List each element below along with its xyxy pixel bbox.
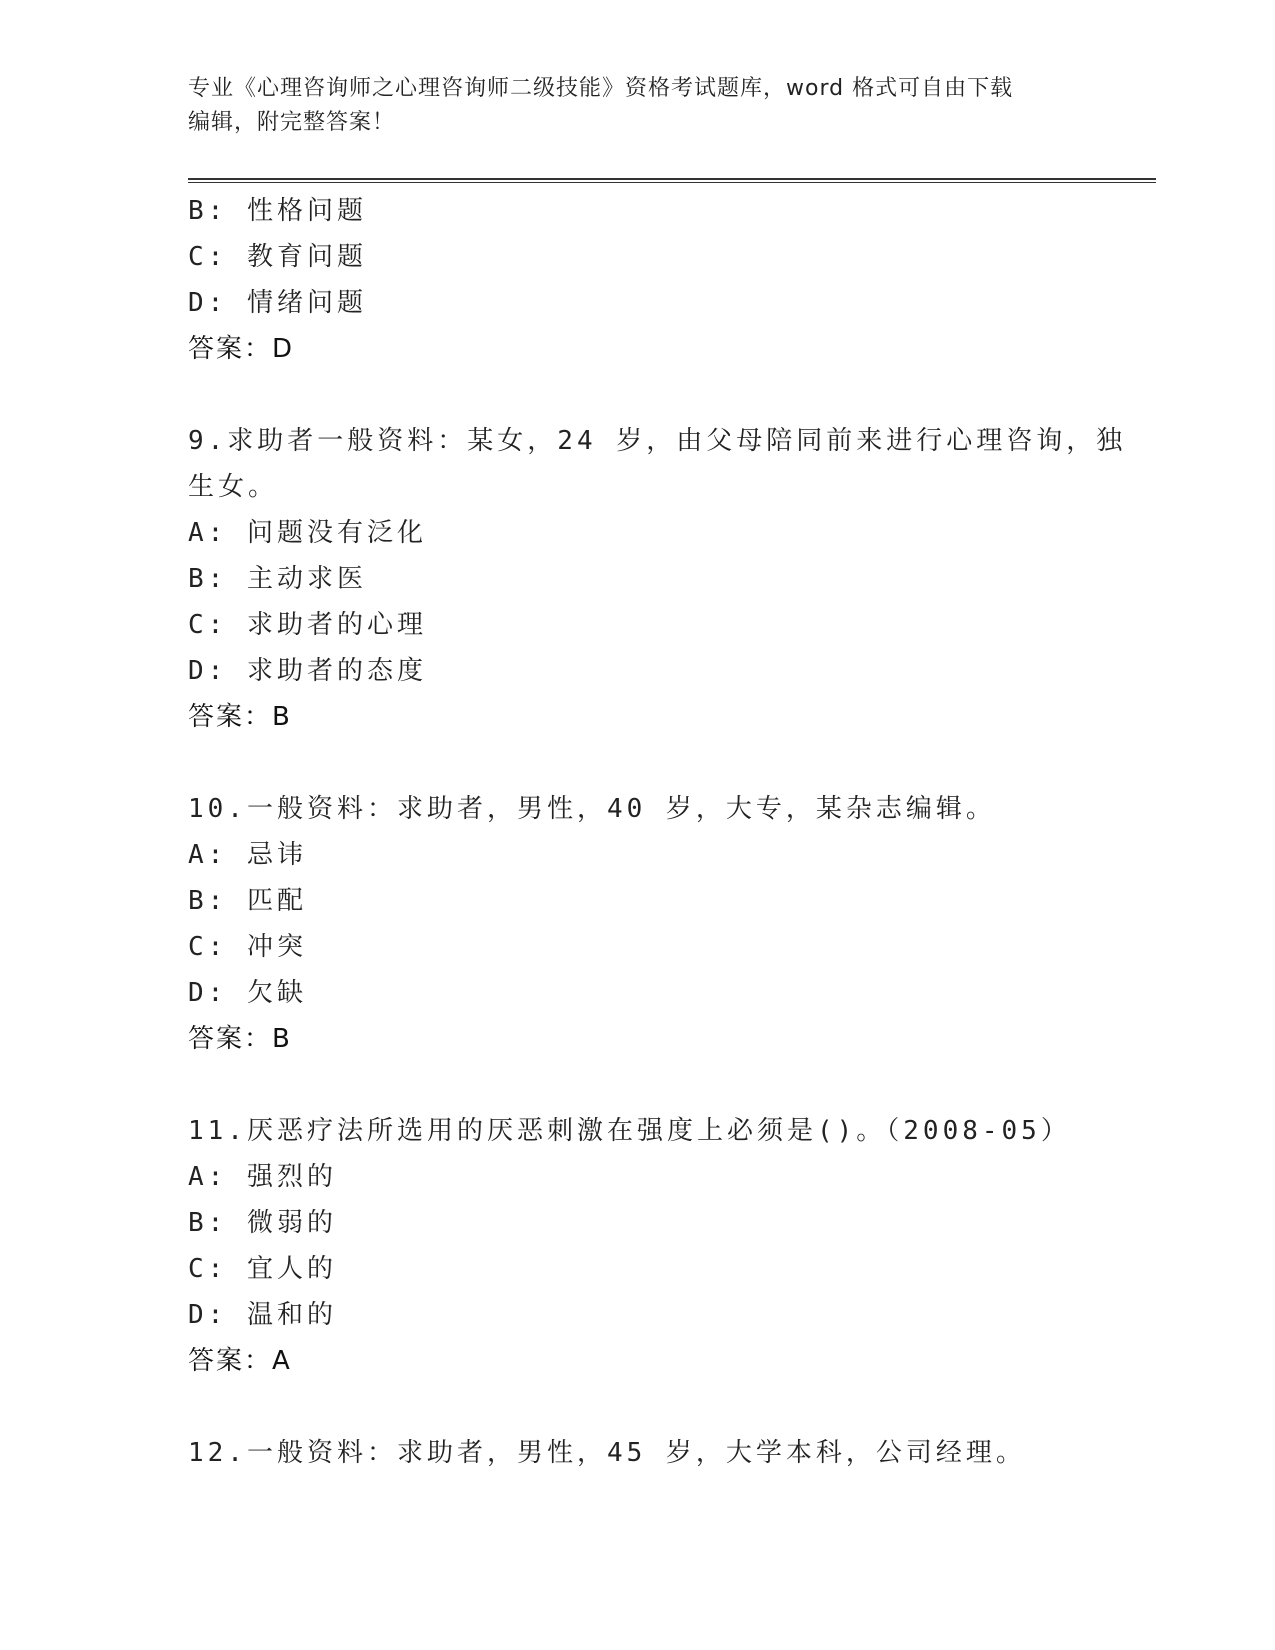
header-divider	[188, 178, 1156, 183]
question-text: 12.一般资料：求助者，男性，45 岁，大学本科，公司经理。	[188, 1438, 1026, 1468]
answer: 答案：D	[188, 334, 295, 364]
question-9	[188, 418, 1127, 740]
question-list	[188, 188, 1127, 1476]
question-text-line-1: 9.求助者一般资料：某女，24 岁，由父母陪同前来进行心理咨询，独	[188, 426, 1127, 456]
option-c: C: 教育问题	[188, 242, 367, 272]
question-12	[188, 1430, 1088, 1476]
question-text: 11.厌恶疗法所选用的厌恶刺激在强度上必须是()。（2008-05）	[188, 1116, 1071, 1146]
option-c: C: 冲突	[188, 932, 307, 962]
option-d: D: 温和的	[188, 1300, 337, 1330]
header-line-2: 编辑，附完整答案！	[188, 110, 396, 135]
answer: 答案：B	[188, 702, 292, 732]
option-b: B: 匹配	[188, 886, 307, 916]
spacer	[188, 372, 1088, 418]
header-line-1: 专业《心理咨询师之心理咨询师二级技能》资格考试题库，word 格式可自由下载	[188, 76, 1014, 101]
option-b: B: 性格问题	[188, 196, 367, 226]
question-text: 10.一般资料：求助者，男性，40 岁，大专，某杂志编辑。	[188, 794, 996, 824]
option-d: D: 情绪问题	[188, 288, 367, 318]
option-a: A: 强烈的	[188, 1162, 337, 1192]
option-d: D: 求助者的态度	[188, 656, 427, 686]
spacer	[188, 1062, 1088, 1108]
spacer	[188, 740, 1088, 786]
answer: 答案：B	[188, 1024, 292, 1054]
answer: 答案：A	[188, 1346, 292, 1376]
option-b: B: 微弱的	[188, 1208, 337, 1238]
option-c: C: 求助者的心理	[188, 610, 427, 640]
option-b: B: 主动求医	[188, 564, 367, 594]
option-c: C: 宜人的	[188, 1254, 337, 1284]
spacer	[188, 1384, 1088, 1430]
question-10	[188, 786, 1088, 1062]
question-8	[188, 188, 1088, 372]
document-header	[188, 72, 1068, 140]
option-a: A: 问题没有泛化	[188, 518, 427, 548]
option-a: A: 忌讳	[188, 840, 307, 870]
question-11	[188, 1108, 1088, 1384]
question-text-line-2: 生女。	[188, 472, 279, 502]
option-d: D: 欠缺	[188, 978, 307, 1008]
